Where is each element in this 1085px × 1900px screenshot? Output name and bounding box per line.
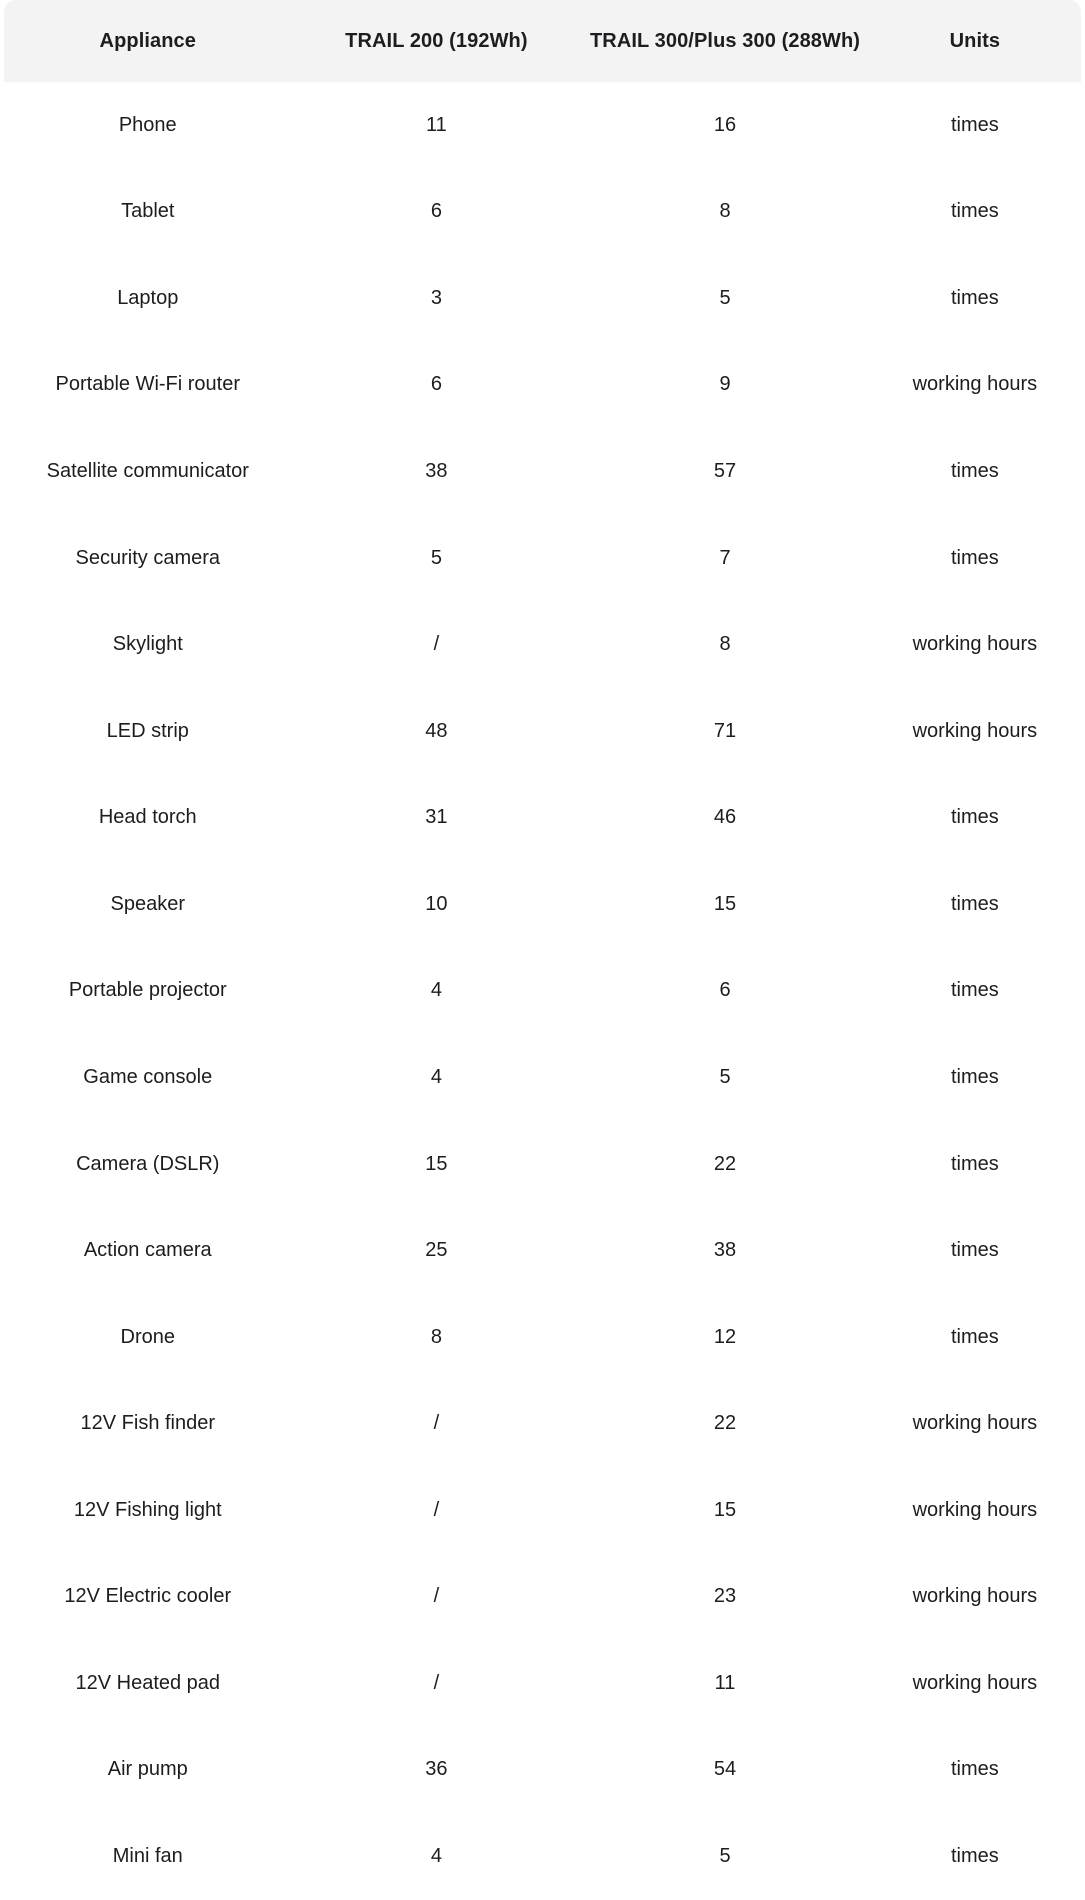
trail-300-value-cell: 8 bbox=[719, 633, 731, 656]
appliance-name-cell: 12V Fish finder bbox=[80, 1412, 216, 1435]
trail-300-value-cell: 38 bbox=[713, 1239, 737, 1262]
trail-300-value-cell: 22 bbox=[713, 1152, 737, 1175]
trail-200-value-cell: 10 bbox=[425, 892, 448, 915]
trail-200-value-cell: 48 bbox=[425, 719, 448, 742]
table-row bbox=[4, 688, 1081, 775]
table-row bbox=[4, 1121, 1081, 1208]
units-cell: working hours bbox=[912, 1498, 1038, 1521]
table-row bbox=[4, 1727, 1081, 1814]
trail-300-value-cell: 12 bbox=[713, 1325, 737, 1348]
trail-200-value-cell: / bbox=[433, 1412, 440, 1435]
table-row bbox=[4, 1554, 1081, 1641]
table-row bbox=[4, 775, 1081, 862]
appliance-name-cell: Speaker bbox=[110, 892, 186, 915]
trail-200-value-cell: 5 bbox=[430, 546, 442, 569]
units-cell: times bbox=[950, 806, 999, 829]
appliance-name-cell: Phone bbox=[118, 113, 177, 136]
trail-200-value-cell: 6 bbox=[430, 200, 442, 223]
trail-300-value-cell: 22 bbox=[713, 1412, 737, 1435]
table-row bbox=[4, 1207, 1081, 1294]
trail-300-value-cell: 54 bbox=[713, 1758, 737, 1781]
units-cell: times bbox=[950, 979, 999, 1002]
units-cell: working hours bbox=[912, 719, 1038, 742]
appliance-name-cell: 12V Electric cooler bbox=[64, 1585, 232, 1608]
appliance-name-cell: Laptop bbox=[117, 286, 179, 309]
units-cell: working hours bbox=[912, 633, 1038, 656]
trail-300-value-cell: 46 bbox=[713, 806, 737, 829]
trail-300-value-cell: 15 bbox=[713, 1498, 737, 1521]
table-row bbox=[4, 1813, 1081, 1900]
units-cell: times bbox=[950, 460, 999, 483]
table-row bbox=[4, 169, 1081, 256]
units-cell: working hours bbox=[912, 1585, 1038, 1608]
appliance-name-cell: Skylight bbox=[112, 633, 183, 656]
table-row bbox=[4, 948, 1081, 1035]
table-body bbox=[4, 82, 1081, 1900]
trail-200-value-cell: 4 bbox=[430, 1065, 442, 1088]
trail-300-value-cell: 16 bbox=[713, 113, 737, 136]
trail-200-value-cell: 31 bbox=[425, 806, 448, 829]
appliance-name-cell: Security camera bbox=[75, 546, 221, 569]
table-row bbox=[4, 428, 1081, 515]
table-row bbox=[4, 1640, 1081, 1727]
trail-200-value-cell: 36 bbox=[425, 1758, 448, 1781]
trail-300-value-cell: 11 bbox=[714, 1671, 736, 1694]
trail-200-value-cell: 15 bbox=[425, 1152, 448, 1175]
units-cell: times bbox=[950, 892, 999, 915]
trail-300-value-cell: 9 bbox=[719, 373, 731, 396]
units-cell: times bbox=[950, 200, 999, 223]
trail-300-value-cell: 23 bbox=[713, 1585, 737, 1608]
trail-300-value-cell: 6 bbox=[719, 979, 731, 1002]
trail-200-value-cell: 6 bbox=[430, 373, 442, 396]
units-cell: times bbox=[950, 1758, 999, 1781]
column-header-trail-200: TRAIL 200 (192Wh) bbox=[345, 29, 528, 52]
trail-300-value-cell: 15 bbox=[713, 892, 737, 915]
column-header-trail-300-plus-300: TRAIL 300/Plus 300 (288Wh) bbox=[589, 29, 861, 52]
appliance-name-cell: Portable Wi-Fi router bbox=[55, 373, 241, 396]
appliance-name-cell: 12V Fishing light bbox=[73, 1498, 222, 1521]
appliance-name-cell: Satellite communicator bbox=[46, 460, 249, 483]
appliance-name-cell: Tablet bbox=[121, 200, 175, 223]
trail-300-value-cell: 5 bbox=[719, 1065, 731, 1088]
trail-300-value-cell: 7 bbox=[719, 546, 731, 569]
trail-200-value-cell: 25 bbox=[425, 1239, 448, 1262]
units-cell: times bbox=[950, 113, 999, 136]
appliance-name-cell: Portable projector bbox=[68, 979, 227, 1002]
units-cell: working hours bbox=[912, 373, 1038, 396]
units-cell: working hours bbox=[912, 1412, 1038, 1435]
table-row bbox=[4, 1467, 1081, 1554]
units-cell: times bbox=[950, 1845, 999, 1868]
table-row bbox=[4, 515, 1081, 602]
appliance-comparison-table bbox=[4, 0, 1081, 1900]
trail-200-value-cell: 8 bbox=[430, 1325, 442, 1348]
units-cell: working hours bbox=[912, 1671, 1038, 1694]
trail-200-value-cell: / bbox=[433, 1498, 440, 1521]
trail-300-value-cell: 71 bbox=[713, 719, 737, 742]
trail-300-value-cell: 57 bbox=[713, 460, 737, 483]
column-header-appliance: Appliance bbox=[99, 29, 197, 52]
table-row bbox=[4, 1294, 1081, 1381]
trail-200-value-cell: 38 bbox=[425, 460, 448, 483]
trail-200-value-cell: 4 bbox=[430, 1845, 442, 1868]
table-row bbox=[4, 861, 1081, 948]
appliance-name-cell: Camera (DSLR) bbox=[76, 1152, 220, 1175]
trail-200-value-cell: 11 bbox=[426, 113, 447, 136]
table-row bbox=[4, 1380, 1081, 1467]
table-header-row bbox=[4, 0, 1081, 82]
units-cell: times bbox=[950, 1152, 999, 1175]
units-cell: times bbox=[950, 546, 999, 569]
appliance-name-cell: Head torch bbox=[98, 806, 197, 829]
units-cell: times bbox=[950, 1239, 999, 1262]
appliance-name-cell: 12V Heated pad bbox=[75, 1671, 221, 1694]
trail-200-value-cell: 3 bbox=[430, 286, 442, 309]
appliance-name-cell: Game console bbox=[83, 1065, 213, 1088]
appliance-name-cell: Action camera bbox=[83, 1239, 212, 1262]
trail-200-value-cell: 4 bbox=[430, 979, 442, 1002]
appliance-name-cell: Air pump bbox=[107, 1758, 188, 1781]
units-cell: times bbox=[950, 1065, 999, 1088]
appliance-name-cell: LED strip bbox=[106, 719, 189, 742]
trail-200-value-cell: / bbox=[433, 633, 440, 656]
appliance-name-cell: Mini fan bbox=[112, 1845, 183, 1868]
table-row bbox=[4, 1034, 1081, 1121]
trail-300-value-cell: 5 bbox=[719, 1845, 731, 1868]
units-cell: times bbox=[950, 286, 999, 309]
units-cell: times bbox=[950, 1325, 999, 1348]
trail-200-value-cell: / bbox=[433, 1585, 440, 1608]
trail-300-value-cell: 5 bbox=[719, 286, 731, 309]
table-row bbox=[4, 255, 1081, 342]
column-header-units: Units bbox=[949, 29, 1001, 52]
trail-300-value-cell: 8 bbox=[719, 200, 731, 223]
table-row bbox=[4, 342, 1081, 429]
table-row bbox=[4, 601, 1081, 688]
trail-200-value-cell: / bbox=[433, 1671, 440, 1694]
table-row bbox=[4, 82, 1081, 169]
appliance-name-cell: Drone bbox=[120, 1325, 176, 1348]
